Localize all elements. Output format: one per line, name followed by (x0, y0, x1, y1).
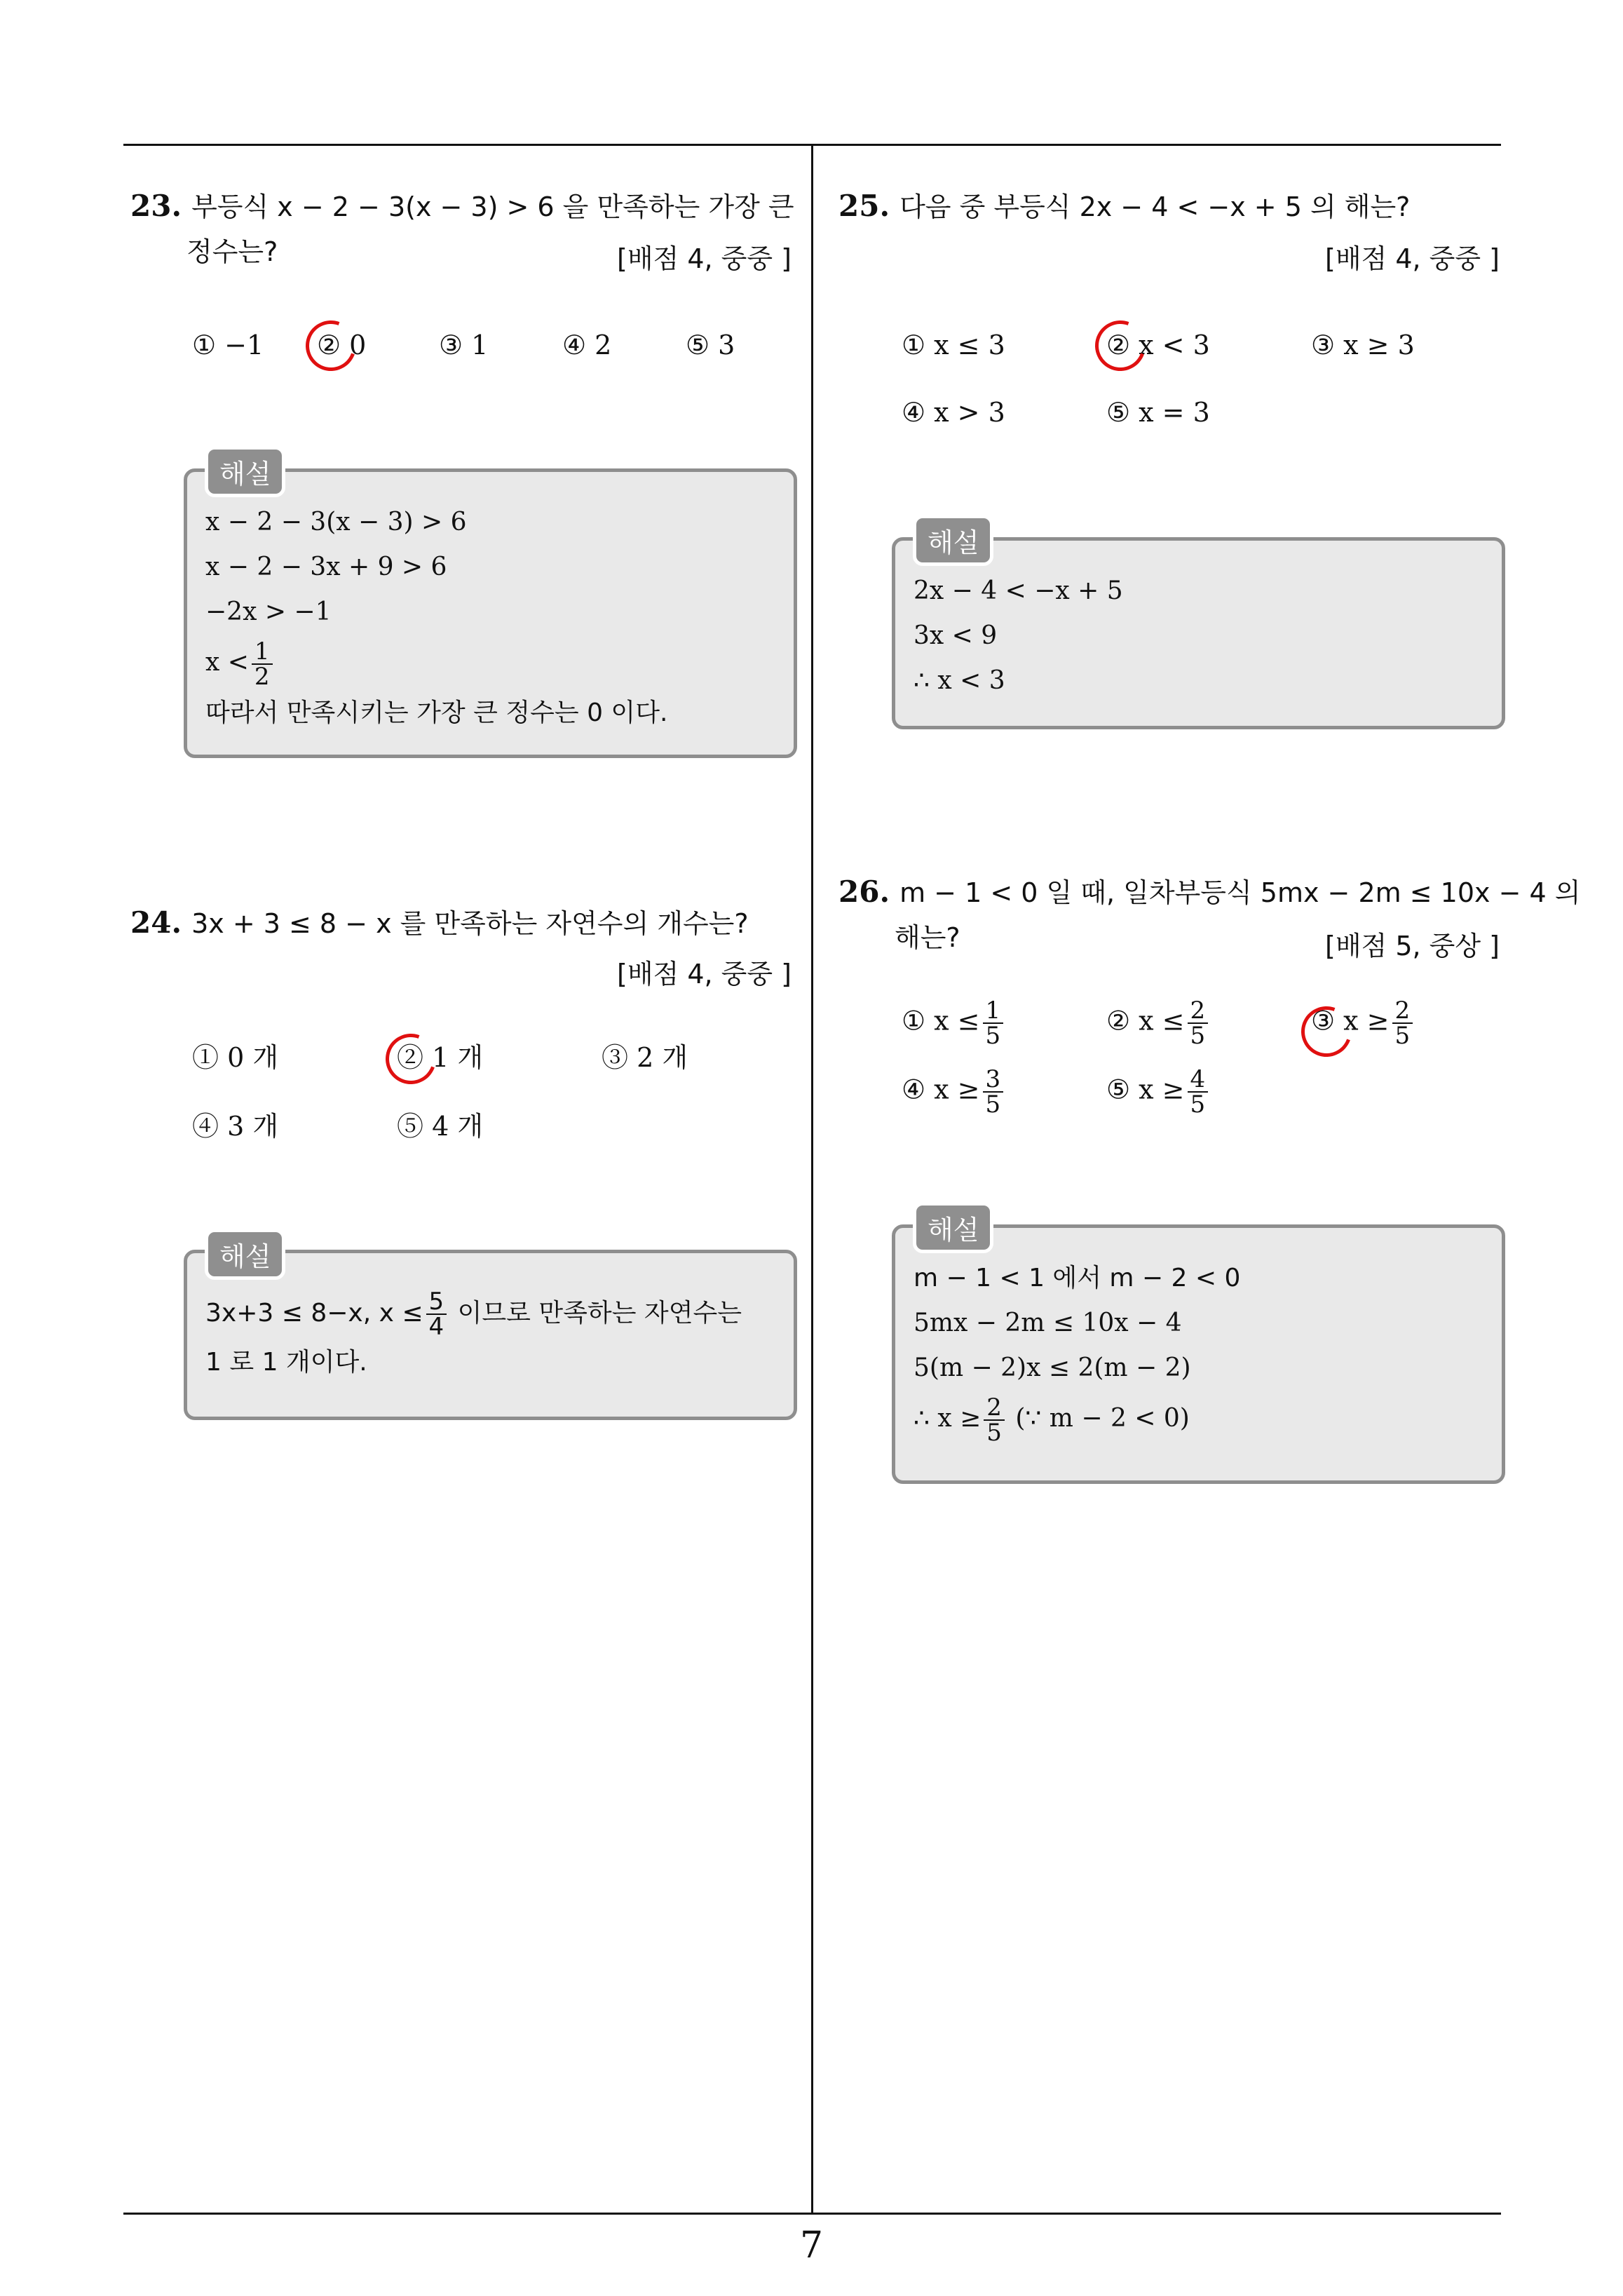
choice-4[interactable]: ④ 3 개 (192, 1111, 279, 1142)
choice-2[interactable]: ② 1 개 (397, 1042, 484, 1073)
page-number: 7 (799, 2224, 824, 2267)
choice-2[interactable]: ② x ≤ $\frac{2}{5}$ (1106, 999, 1211, 1048)
solution-box (184, 468, 797, 758)
fraction: $\frac{2}{5}$ (1188, 999, 1209, 1048)
choice-3[interactable]: ③ 2 개 (602, 1042, 688, 1073)
solution-box (892, 537, 1505, 729)
fraction: $\frac{2}{5}$ (984, 1396, 1005, 1445)
solution-line: x < $\frac{1}{2}$ (205, 635, 775, 691)
choice-5[interactable]: ⑤ x ≥ $\frac{4}{5}$ (1106, 1067, 1211, 1116)
fraction: $\frac{2}{5}$ (1392, 999, 1413, 1048)
problem-number: 24. (130, 905, 182, 940)
solution-line: 3x+3 ≤ 8−x, x ≤ $\frac{5}{4}$ 이므로 만족하는 자연수는 (205, 1288, 742, 1341)
solution-line: 따라서 만족시키는 가장 큰 정수는 0 이다. (205, 698, 668, 727)
solution-tag: 해설 (913, 1202, 993, 1253)
choice-4[interactable]: ④ 2 (562, 330, 612, 360)
solution-tag: 해설 (205, 446, 285, 497)
choice-1[interactable]: ① −1 (192, 330, 264, 360)
choice-3[interactable]: ③ 1 (439, 330, 489, 360)
column-divider (811, 144, 813, 2214)
score-label: [배점 5, 중상 ] (1325, 931, 1500, 961)
solution-box (892, 1224, 1505, 1484)
solution-line: 3x < 9 (914, 621, 998, 650)
score-label: [배점 4, 중중 ] (1325, 243, 1500, 274)
choice-1[interactable]: ① x ≤ $\frac{1}{5}$ (902, 999, 1006, 1048)
solution-line: 2x − 4 < −x + 5 (914, 576, 1123, 605)
problem-text: 부등식 x − 2 − 3(x − 3) > 6 을 만족하는 가장 큰 (191, 191, 794, 222)
solution-line: 5(m − 2)x ≤ 2(m − 2) (914, 1353, 1191, 1382)
solution-line: x − 2 − 3x + 9 > 6 (205, 553, 447, 581)
answer-mark (297, 312, 365, 379)
fraction: $\frac{4}{5}$ (1188, 1067, 1209, 1116)
fraction: $\frac{1}{2}$ (252, 640, 273, 689)
choice-5[interactable]: ⑤ x = 3 (1106, 397, 1210, 428)
answer-mark (1087, 312, 1154, 379)
solution-line: x − 2 − 3(x − 3) > 6 (205, 508, 467, 536)
problem-number: 26. (838, 874, 890, 909)
choice-2[interactable]: ② x < 3 (1106, 330, 1210, 360)
solution-line: ∴ x < 3 (914, 666, 1005, 695)
score-label: [배점 4, 중중 ] (617, 959, 792, 990)
answer-mark (377, 1025, 444, 1093)
problem-text: 다음 중 부등식 2x − 4 < −x + 5 의 해는? (899, 191, 1411, 222)
solution-line: 1 로 1 개이다. (205, 1348, 367, 1377)
bottom-rule (123, 2213, 1501, 2215)
fraction: $\frac{5}{4}$ (426, 1290, 447, 1339)
choice-4[interactable]: ④ x > 3 (902, 397, 1005, 428)
problem-text: 정수는? (186, 236, 278, 267)
problem-24 (130, 900, 810, 946)
solution-tag: 해설 (913, 515, 993, 566)
problem-number: 23. (130, 189, 182, 223)
problem-number: 25. (838, 189, 890, 223)
choice-3[interactable]: ③ x ≥ 3 (1311, 330, 1415, 360)
choice-4[interactable]: ④ x ≥ $\frac{3}{5}$ (902, 1067, 1006, 1116)
score-label: [배점 4, 중중 ] (617, 243, 792, 274)
fraction: $\frac{3}{5}$ (983, 1067, 1004, 1116)
choice-2[interactable]: ② 0 (317, 330, 367, 360)
solution-line: m − 1 < 1 에서 m − 2 < 0 (914, 1264, 1241, 1292)
solution-line: 5mx − 2m ≤ 10x − 4 (914, 1309, 1182, 1337)
problem-25 (838, 184, 1512, 229)
choice-1[interactable]: ① x ≤ 3 (902, 330, 1005, 360)
problem-text: m − 1 < 0 일 때, 일차부등식 5mx − 2m ≤ 10x − 4 의 (899, 877, 1581, 908)
solution-tag: 해설 (205, 1229, 285, 1280)
solution-line: ∴ x ≥ $\frac{2}{5}$ (∵ m − 2 < 0) (914, 1393, 1190, 1447)
problem-text: 3x + 3 ≤ 8 − x 를 만족하는 자연수의 개수는? (191, 908, 749, 939)
choice-5[interactable]: ⑤ 4 개 (397, 1111, 484, 1142)
choice-3[interactable]: ③ x ≥ $\frac{2}{5}$ (1311, 999, 1415, 1048)
choice-1[interactable]: ① 0 개 (192, 1042, 279, 1073)
choice-5[interactable]: ⑤ 3 (686, 330, 735, 360)
problem-text: 해는? (895, 922, 960, 953)
fraction: $\frac{1}{5}$ (983, 999, 1004, 1048)
solution-line: −2x > −1 (205, 597, 332, 626)
